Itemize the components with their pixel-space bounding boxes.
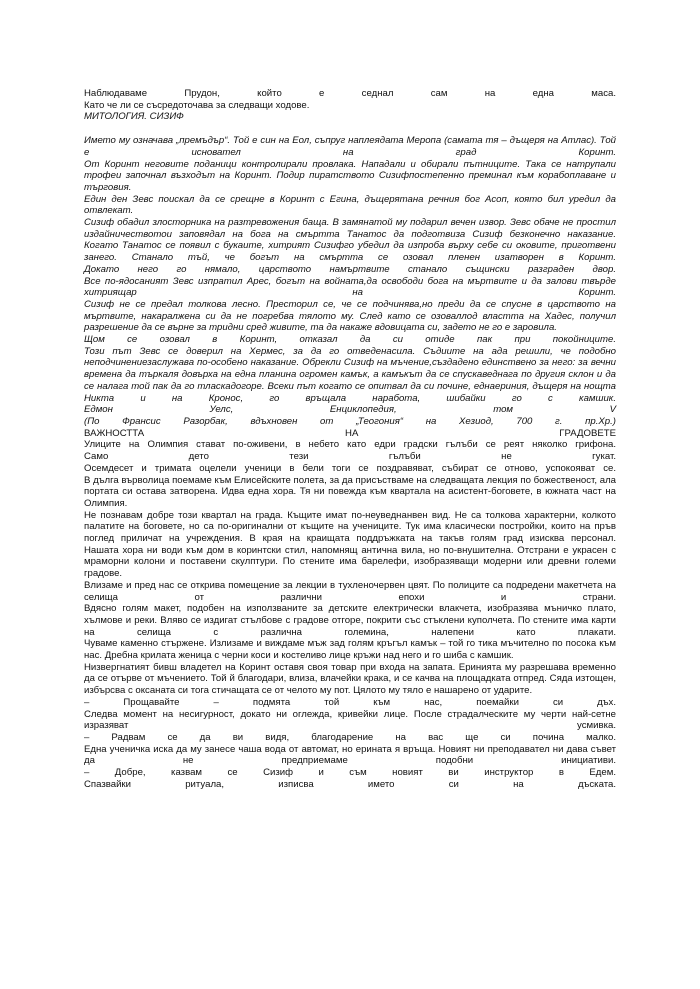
chapter-paragraph: Низвергнатият бивш владетел на Коринт оставя своя товар при входа на запата. Еринията му разрешава временно да се отърве от мъчението. Той й благодари, влиза, влачейки крака, и се качва на площадката отпред. Сяда изтощен, избърсва с оксаната си тога стичащата се от челото му пот. Цялото му тяло е нашарено от ударите. bbox=[84, 661, 616, 697]
myth-heading: МИТОЛОГИЯ. СИЗИФ bbox=[84, 111, 184, 123]
myth-paragraph: Името му означава „премъдър“. Той е син на Еол, съпруг наплеядата Меропа (самата тя – дъщеря на Атлас). Той е исновател на град Коринт. bbox=[84, 135, 616, 158]
myth-source: Едмон Уелс, Енциклопедия, том V bbox=[84, 404, 616, 416]
myth-paragraph: Сизиф обадил злосторника на разтревожения баща. В замянатой му подарил вечен извор. Зевс обаче не простил издайничествотои заповядал на бога на смъртта Танатос да подготвиза Сизиф безконечно наказание. bbox=[84, 217, 616, 240]
myth-paragraph: Този път Зевс се доверил на Хермес, за да го отведенасила. Съдиите на ада решили, че подобно неподчинениезаслужава по-особено наказание. Обрекли Сизиф на мъчение,създадено единствено за него: за вечни времена да търкаля довърха на една планина огромен камък, а камъкът да се спускаведнага по другия склон и да се налага той пак да го тласкадогоре. Всеки път когато се опитвал да си почине, еднаериния, дъщеря на нощта Никта и на Кронос, го връщала наработа, шибайки го с камшик. bbox=[84, 345, 616, 404]
myth-paragraph: Когато Танатос се появил с букаите, хитрият Сизифго убедил да изпроба върху себе си оковите, приготвени занего. Станало тъй, че богът на смъртта се озовал пленен изатворен в Коринт. bbox=[84, 240, 616, 264]
myth-paragraph: Един ден Зевс поискал да се срещне в Коринт с Егина, дъщерятана речния бог Асоп, която бил уредил да отвлекат. bbox=[84, 193, 616, 217]
myth-paragraph: От Коринт неговите поданици контролирали провлака. Нападали и обирали пътниците. Така се натрупали трофеи започнал възходът на Коринт. Подир пиратството Сизифпостепенно преминал към корабоплаване и търговия. bbox=[84, 158, 616, 193]
chapter-paragraph: Нашата хора ни води към дом в коринтски стил, напомнящ антична вила, но по-внушителна. Отстрани е украсен с мраморни колони и поставени скулптури. По стените има барелефи, изобразяващи модерни или древни големи градове. bbox=[84, 544, 616, 580]
myth-paragraph: Докато него го нямало, царството намъртвите станало същински разграден двор. bbox=[84, 263, 616, 275]
chapter-paragraph: Спазвайки ритуала, изписва името си на дъската. bbox=[84, 778, 616, 790]
intro-line-1: Наблюдаваме Прудон, който е седнал сам на една маса. bbox=[84, 88, 616, 99]
chapter-paragraph: Една ученичка иска да му занесе чаша вода от автомат, но ерината я връща. Новият ни преподавател ни дава съвет да не предприемаме подобни инициативи. bbox=[84, 743, 616, 767]
document-page bbox=[84, 88, 616, 790]
intro-line-2: Като че ли се съсредоточава за следващи ходове. bbox=[84, 99, 310, 111]
spacer bbox=[84, 123, 616, 135]
chapter-paragraph: Вдясно голям макет, подобен на използваните за детските електрически влакчета, изобразява мъничко плато, хълмове и реки. Вляво се издигат стълбове с градове отгоре, покрити със стъклени куполчета. По стените има карти на селища с различна големина, налепени като плакати. bbox=[84, 603, 616, 638]
chapter-paragraph: Следва момент на несигурност, докато ни оглежда, кривейки лице. После страдалческите му черти най-сетне изразяват усмивка. bbox=[84, 708, 616, 732]
dialogue-line: – Прощавайте – подмята той към нас, поемайки си дъх. bbox=[84, 696, 616, 708]
chapter-heading: ВАЖНОСТТА НА ГРАДОВЕТЕ bbox=[84, 427, 616, 439]
myth-paragraph: Все по-ядосаният Зевс изпратил Арес, богът на войната,да освободи бога на мъртвите и да залови твърде хитриящар на Коринт. bbox=[84, 275, 616, 299]
chapter-paragraph: Не познавам добре този квартал на града. Къщите имат по-неуведнанвен вид. Не са толкова характерни, колкото палатите на боговете, но са по-оригинални от къщите на учениците. Тук има класически постройки, които на пръв поглед приличат на учреждения. В края на краищата поддръжката на такъв голям град изисква персонал. bbox=[84, 509, 616, 545]
dialogue-line: – Радвам се да ви видя, благодарение на вас ще си почина малко. bbox=[84, 731, 616, 743]
chapter-paragraph: В дълга върволица поемаме към Елисейските полета, за да присъстваме на следващата лекция по божественост, ала портата си остава затворена. Идва една хора. Тя ни повежда към квартала на асистент-боговете, в южната част на Олимпия. bbox=[84, 474, 616, 509]
chapter-paragraph: Влизаме и пред нас се открива помещение за лекции в тухленочервен цвят. По полиците са подредени макетчета на селища от различни епохи и страни. bbox=[84, 579, 616, 603]
chapter-paragraph: Осемдесет и тримата оцелели ученици в бели тоги се поздравяват, събират се отново, успокояват се. bbox=[84, 462, 616, 474]
chapter-paragraph: Улиците на Олимпия стават по-оживени, в небето като едри градски гълъби се реят няколко грифона. bbox=[84, 439, 616, 451]
dialogue-line: – Добре, казвам се Сизиф и съм новият ви инструктор в Едем. bbox=[84, 767, 616, 779]
myth-source-note: (По Франсис Разорбак, вдъхновен от „Теогония“ на Хезиод, 700 г. пр.Хр.) bbox=[84, 415, 616, 427]
chapter-paragraph: Само дето тези гълъби не гукат. bbox=[84, 451, 616, 463]
chapter-paragraph: Чуваме каменно стържене. Излизаме и виждаме мъж зад голям кръгъл камък – той го тика мъчително по посока към нас. Дребна крилата женица с черни коси и костеливо лице кръжи над него и го шиба с камшик. bbox=[84, 638, 616, 662]
myth-paragraph: Сизиф не се предал толкова лесно. Престорил се, че се подчинява,но преди да се спусне в царството на мъртвите, накаралжена си да не погребва тялото му. След като се озоваллод властта на Хадес, получил разрешение да се върне за тридни сред живите, та да накаже вдовицата си, задето не го е заровила. bbox=[84, 298, 616, 334]
myth-paragraph: Щом се озовал в Коринт, отказал да си отиде пак при покойниците. bbox=[84, 334, 616, 346]
